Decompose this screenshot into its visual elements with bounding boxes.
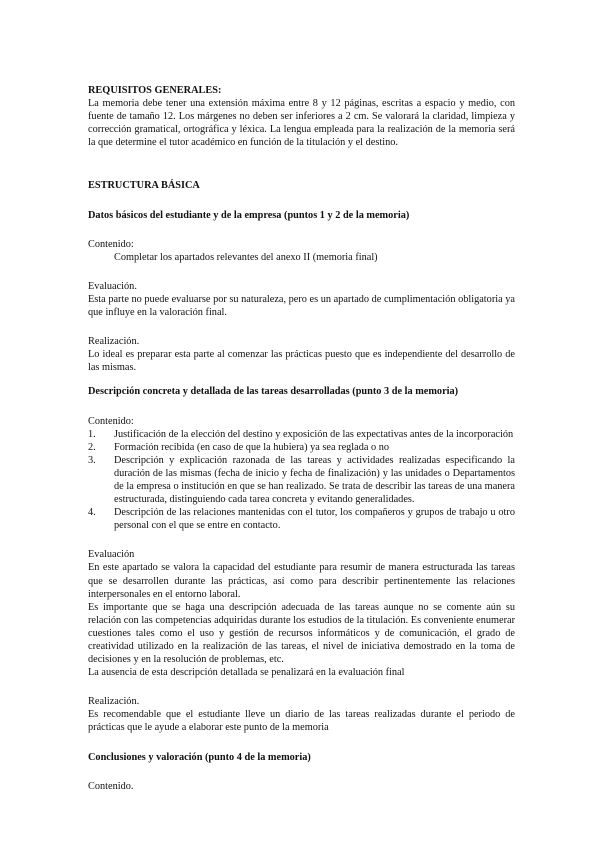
section-2-evaluation-paragraph-2: Es importante que se haga una descripción adecuada de las tareas aunque no se comente aún su relación con las competencias adquiridas durante los estudios de la titulación. Es conveniente enumerar cuestiones tales como el uso y gestión de recursos informáticos y de comunicación, el grado de creatividad utilizado en la realización de las tareas, el nivel de iniciativa demostrado en la toma de decisiones y en la resolución de problemas, etc. [88,601,515,666]
basic-structure-heading: ESTRUCTURA BÁSICA [88,180,200,192]
list-item-text: Descripción de las relaciones mantenidas con el tutor, los compañeros y grupos de trabajo u otro personal con el que se entre en contacto. [114,507,515,532]
list-item-number: 2. [88,441,96,453]
section-2-realization-label: Realización. [88,696,140,708]
list-item [88,428,515,441]
section-3-content-label: Contenido. [88,780,134,792]
list-item-text: Justificación de la elección del destino y exposición de las expectativas antes de la incorporación [114,428,514,440]
list-item [88,506,515,532]
section-2-evaluation-paragraph-3: La ausencia de esta descripción detallada se penalizará en la evaluación final [88,667,405,679]
section-2-evaluation-label: Evaluación [88,549,135,561]
list-item-number: 1. [88,428,96,440]
task-list [88,428,515,533]
section-1-content-label: Contenido: [88,238,134,250]
section-1-heading: Datos básicos del estudiante y de la empresa (puntos 1 y 2 de la memoria) [88,209,410,221]
list-item-text: Descripción y explicación razonada de las tareas y actividades realizadas especificando la duración de las mismas (fecha de inicio y fecha de finalización) y las unidades o Departamentos de la empresa o institución en que se han realizado. Se trata de describir las tareas de una manera estructurada, distinguiendo cada tarea concreta y evitando generalidades. [114,454,515,506]
section-2-heading: Descripción concreta y detallada de las tareas desarrolladas (punto 3 de la memoria) [88,386,459,398]
list-item [88,454,515,506]
section-3-heading: Conclusiones y valoración (punto 4 de la memoria) [88,751,311,763]
list-item-number: 3. [88,454,96,466]
list-item-number: 4. [88,507,96,519]
section-2-evaluation-paragraph-1: En este apartado se valora la capacidad del estudiante para resumir de manera estructurada las tareas que se desarrollen durante las prácticas, así como para describir pertinentemente las relaciones interpersonales en el entorno laboral. [88,562,515,600]
section-2-content-label: Contenido: [88,415,134,427]
section-2-realization-text: Es recomendable que el estudiante lleve un diario de las tareas realizadas durante el periodo de prácticas que le ayude a elaborar este punto de la memoria [88,709,515,734]
section-1-evaluation-text: Esta parte no puede evaluarse por su naturaleza, pero es un apartado de cumplimentación obligatoria ya que influye en la valoración final. [88,293,515,319]
section-1-content-text: Completar los apartados relevantes del anexo II (memoria final) [114,251,378,263]
section-1-realization-text: Lo ideal es preparar esta parte al comenzar las prácticas puesto que es independiente del desarrollo de las mismas. [88,349,515,374]
list-item [88,441,515,454]
general-requirements-text: La memoria debe tener una extensión máxima entre 8 y 12 páginas, escritas a espacio y medio, con fuente de tamaño 12. Los márgenes no deben ser inferiores a 2 cm. Se valorará la claridad, limpieza y corrección gramatical, ortográfica y léxica. La lengua empleada para la realización de la memoria será la que determine el tutor académico en función de la titulación y el destino. [88,98,515,149]
section-1-evaluation-label: Evaluación. [88,280,137,292]
general-requirements-heading: REQUISITOS GENERALES: [88,85,222,96]
section-1-realization-label: Realización. [88,336,140,348]
list-item-text: Formación recibida (en caso de que la hubiera) ya sea reglada o no [114,441,390,453]
